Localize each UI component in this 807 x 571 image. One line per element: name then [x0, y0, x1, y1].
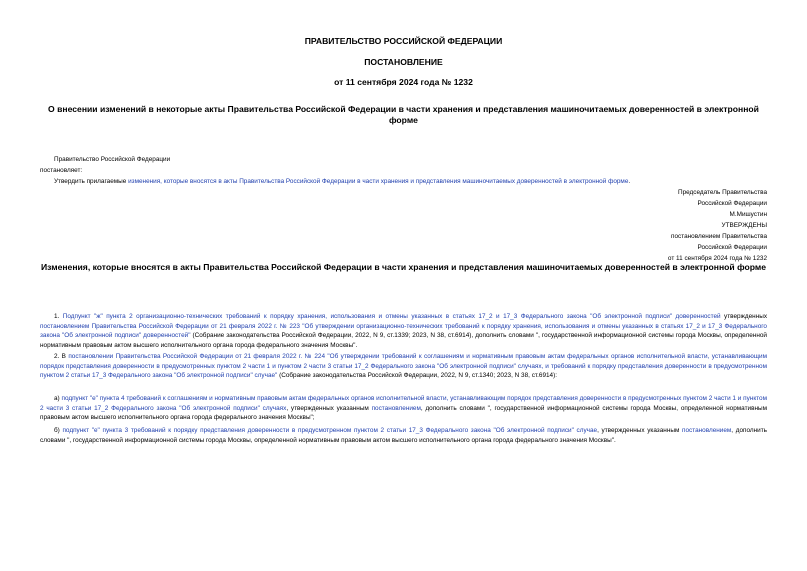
- paragraph-2b-text-1: , утвержденных указанным: [597, 427, 683, 434]
- approve-prefix: Утвердить прилагаемые: [54, 178, 129, 185]
- paragraph-2-number: 2. В: [54, 353, 69, 360]
- approved-stamp-date: от 11 сентября 2024 года № 1232: [667, 255, 767, 262]
- paragraph-2b-text-2: , дополнить словами ", государственной информационной системы города Москвы, определенной нормативным правовым актом высшего исполнительного органа города федерального значения Москвы".: [40, 427, 767, 444]
- paragraph-1-number: 1.: [54, 313, 63, 320]
- preamble-line-2: постановляет:: [40, 167, 83, 174]
- paragraph-2b-link-resolution[interactable]: постановлением: [682, 427, 732, 434]
- paragraph-2a-link-resolution[interactable]: постановлением: [371, 404, 421, 412]
- paragraph-2a-prefix: а): [54, 395, 62, 402]
- document-date-number: от 11 сентября 2024 года № 1232: [334, 77, 473, 87]
- approved-stamp-line-2: постановлением Правительства: [671, 233, 767, 240]
- paragraph-2b-prefix: б): [54, 427, 63, 434]
- signature-position-line-1: Председатель Правительства: [678, 189, 767, 196]
- paragraph-2a-text-2: , дополнить словами ", государственной информационной системы города Москвы, определенной нормативным правовым актом высшего исполнительного органа города федерального значения Москвы";: [40, 404, 767, 422]
- paragraph-2-link-resolution[interactable]: постановлении Правительства Российской Федерации от 21 февраля 2022 г. № 224 "Об утверждении требований к соглашениям и нормативным правовым актам федеральных органов исполнительной власти, устанавливающим порядок представления доверенности в предусмотренных пунктом 2 части 1 и пунктом 2 части 3 статьи 17_2 Федерального закона "Об электронной подписи" случаях, и требований к порядку представления доверенности в предусмотренном пунктом 2 статьи 17_3 Федерального закона "Об электронной подписи" случае": [40, 353, 767, 380]
- government-heading: ПРАВИТЕЛЬСТВО РОССИЙСКОЙ ФЕДЕРАЦИИ: [304, 36, 503, 46]
- paragraph-1-text-1: утвержденных: [720, 313, 768, 320]
- paragraph-1-link-resolution[interactable]: постановлением Правительства Российской Федерации от 21 февраля 2022 г. № 223 "Об утверждении организационно-технических требований к порядку хранения, использования и отмены указанных в статьях 17_2 и 17_3 Федерального закона "Об электронной подписи" доверенностей": [40, 322, 767, 340]
- signature-name: М.Мишустин: [729, 211, 767, 218]
- approved-stamp-title: УТВЕРЖДЕНЫ: [721, 222, 767, 229]
- paragraph-1-text-2: (Собрание законодательства Российской Федерации, 2022, N 9, ст.1339; 2023, N 38, ст.6914), дополнить словами ", государственной информационной системы города Москвы, определенной нормативным правовым актом высшего исполнительного органа города федерального значения Москвы".: [40, 332, 767, 349]
- document-type-heading: ПОСТАНОВЛЕНИЕ: [364, 57, 443, 67]
- signature-position-line-2: Российской Федерации: [697, 200, 767, 207]
- approve-sentence: [54, 177, 630, 186]
- paragraph-2a-link-subpoint[interactable]: подпункт "е" пункта 4 требований к соглашениям и нормативным правовым актам федеральных органов исполнительной власти, устанавливающим порядок представления доверенности в предусмотренных пунктом 2 части 1 и пунктом 2 части 3 статьи 17_2 Федерального закона "Об электронной подписи" случаях: [40, 395, 767, 412]
- changes-title: Изменения, которые вносятся в акты Правительства Российской Федерации в части хранения и представления машиночитаемых доверенностей в электронной форме: [40, 262, 766, 272]
- paragraph-2b: [40, 426, 767, 445]
- document-title: О внесении изменений в некоторые акты Правительства Российской Федерации в части хранения и представления машиночитаемых доверенностей в электронной форме: [48, 104, 759, 125]
- paragraph-1-link-subpoint[interactable]: Подпункт "ж" пункта 2 организационно-технических требований к порядку хранения, использования и отмены указанных в статьях 17_2 и 17_3 Федерального закона "Об электронной подписи" доверенностей: [62, 313, 721, 320]
- approve-changes-link[interactable]: изменения, которые вносятся в акты Правительства Российской Федерации в части хранения и представления машиночитаемых доверенностей в электронной форме: [128, 178, 629, 185]
- paragraph-2a-text-1: , утвержденных указанным: [286, 404, 372, 412]
- paragraph-2: [40, 352, 767, 381]
- approve-suffix: .: [628, 178, 631, 185]
- paragraph-1: [40, 312, 767, 350]
- paragraph-2a: [40, 394, 767, 423]
- approved-stamp-line-3: Российской Федерации: [697, 244, 767, 251]
- paragraph-2-text-1: (Собрание законодательства Российской Федерации, 2022, N 9, ст.1340; 2023, N 38, ст.6914):: [277, 372, 558, 380]
- preamble-line-1: Правительство Российской Федерации: [54, 156, 171, 163]
- paragraph-2b-link-subpoint[interactable]: подпункт "е" пункта 3 требований к порядку представления доверенности в предусмотренном пунктом 2 статьи 17_3 Федерального закона "Об электронной подписи" случае: [62, 427, 598, 434]
